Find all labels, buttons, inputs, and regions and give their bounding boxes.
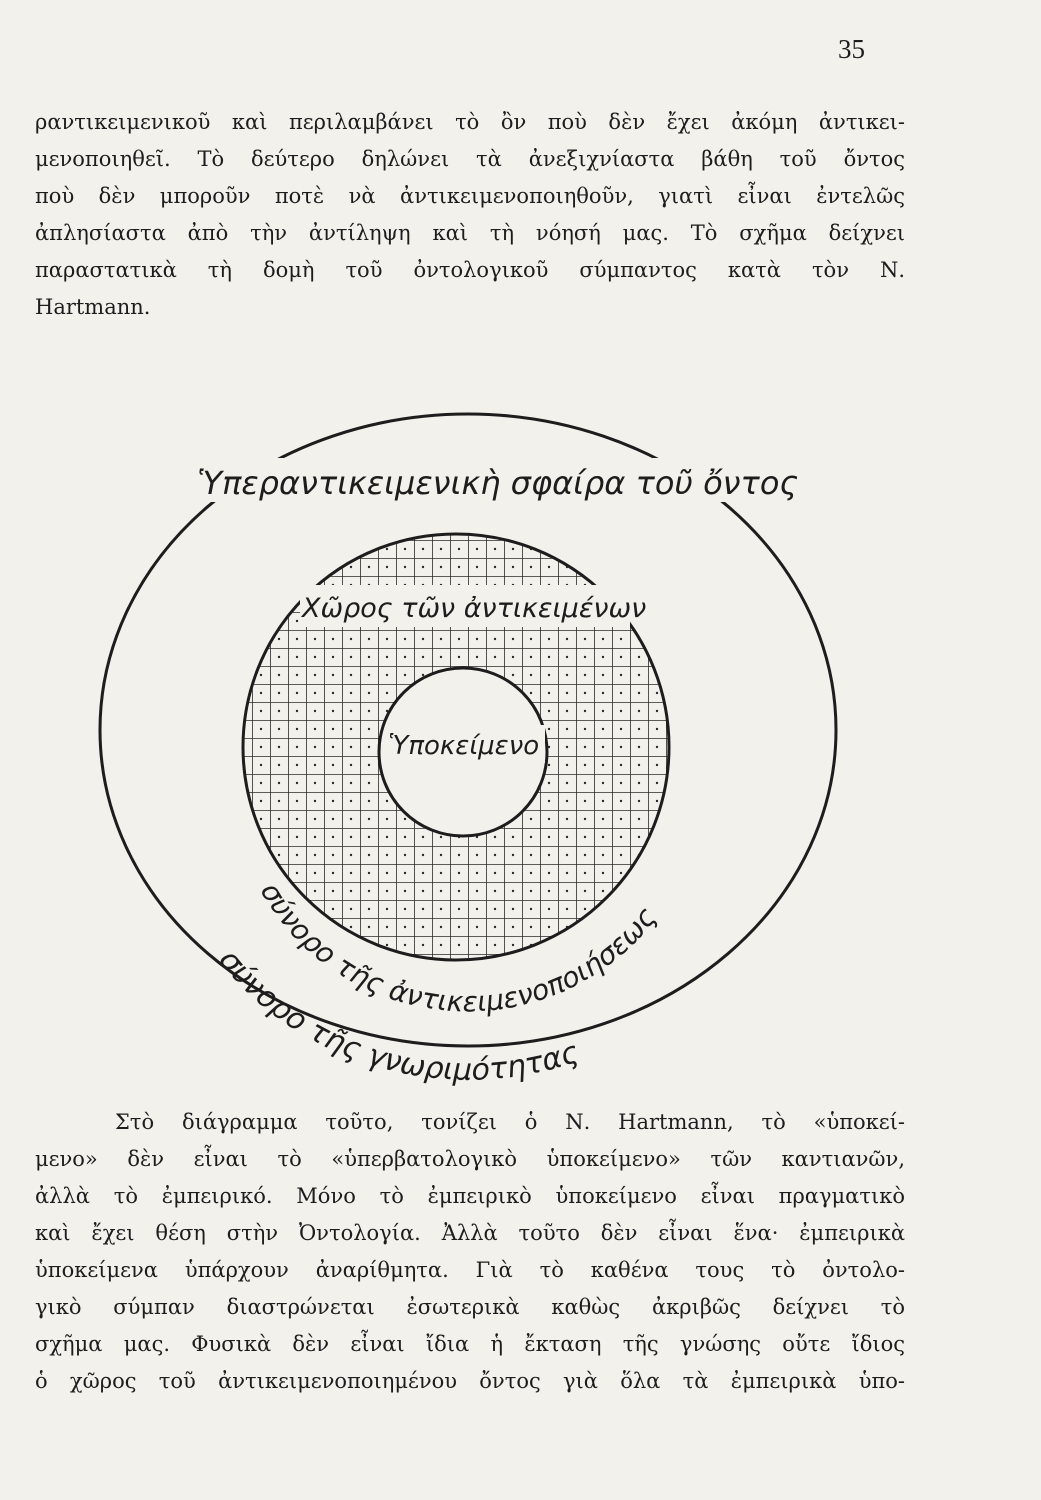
- text-line: ὑποκείμενα ὑπάρχουν ἀναρίθμητα. Γιὰ τὸ καθένα τους τὸ ὀντολο-: [35, 1258, 905, 1282]
- text-line: ἀλλὰ τὸ ἐμπειρικό. Μόνο τὸ ἐμπειρικὸ ὑποκείμενο εἶναι πραγματικὸ: [35, 1184, 905, 1208]
- text-line: καὶ ἔχει θέση στὴν Ὀντολογία. Ἀλλὰ τοῦτο δὲν εἶναι ἕνα· ἐμπειρικὰ: [35, 1221, 905, 1245]
- text-line: σχῆμα μας. Φυσικὰ δὲν εἶναι ἴδια ἡ ἔκταση τῆς γνώσης οὔτε ἴδιος: [35, 1332, 905, 1356]
- bottom-paragraph: [35, 1104, 905, 1400]
- page-number: 35: [838, 34, 865, 64]
- objectification-boundary-label: σύνορο τῆς ἀντικειμενοποιήσεως: [253, 876, 663, 1019]
- text-line: ποὺ δὲν μποροῦν ποτὲ νὰ ἀντικειμενοποιηθοῦν, γιατὶ εἶναι ἐντελῶς: [35, 184, 905, 208]
- text-line: Hartmann.: [35, 295, 151, 319]
- text-line: γικὸ σύμπαν διαστρώνεται ἐσωτερικὰ καθὼς ἀκριβῶς δείχνει τὸ: [35, 1295, 905, 1319]
- outer-sphere-label: Ὑπεραντικειμενικὴ σφαίρα τοῦ ὄντος: [197, 464, 799, 502]
- objects-space-label: Χῶρος τῶν ἀντικειμένων: [302, 593, 647, 624]
- text-line: ὁ χῶρος τοῦ ἀντικειμενοποιημένου ὄντος γιὰ ὅλα τὰ ἐμπειρικὰ ὑπο-: [35, 1369, 905, 1393]
- subject-label: Ὑποκείμενο: [388, 731, 540, 761]
- knowability-boundary-label: σύνορο τῆς γνωριμότητας: [211, 942, 584, 1088]
- text-line: μενο» δὲν εἶναι τὸ «ὑπερβατολογικὸ ὑποκείμενο» τῶν καντιανῶν,: [35, 1147, 905, 1171]
- text-line: μενοποιηθεῖ. Τὸ δεύτερο δηλώνει τὰ ἀνεξιχνίαστα βάθη τοῦ ὄντος: [35, 147, 905, 171]
- text-line: παραστατικὰ τὴ δομὴ τοῦ ὀντολογικοῦ σύμπαντος κατὰ τὸν Ν.: [35, 258, 905, 282]
- text-line: ἀπλησίαστα ἀπὸ τὴν ἀντίληψη καὶ τὴ νόησή μας. Τὸ σχῆμα δείχνει: [35, 221, 905, 245]
- text-line: Στὸ διάγραμμα τοῦτο, τονίζει ὁ Ν. Hartmann, τὸ «ὑποκεί-: [115, 1110, 905, 1134]
- text-line: ραντικειμενικοῦ καὶ περιλαμβάνει τὸ ὂν ποὺ δὲν ἔχει ἀκόμη ἀντικει-: [35, 110, 905, 134]
